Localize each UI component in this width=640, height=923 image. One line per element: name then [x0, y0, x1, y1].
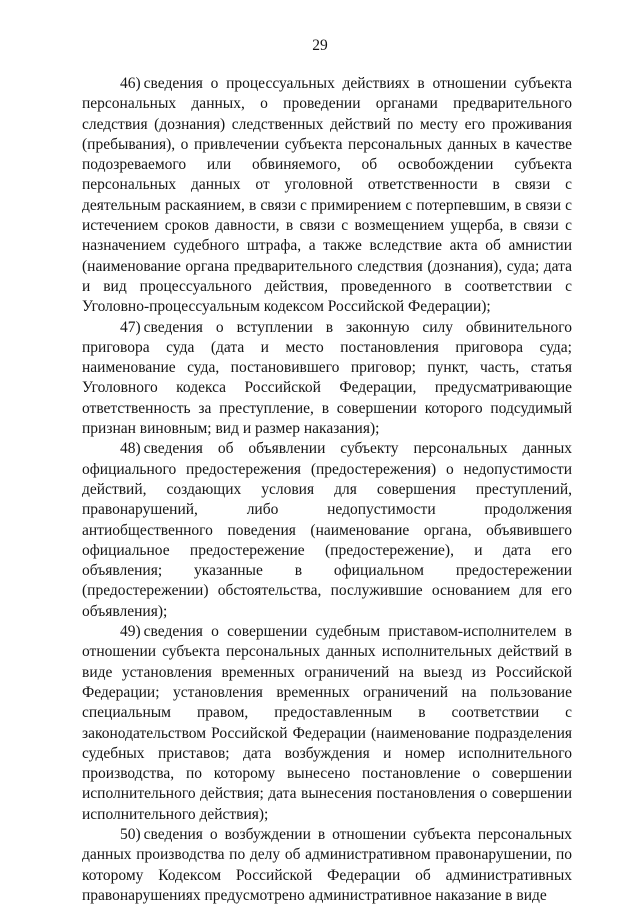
list-item-46: [82, 74, 572, 318]
list-item-47: [82, 318, 572, 440]
item-text: сведения о совершении судебным приставом-исполнителем в отношении субъекта персональных данных исполнительных действий в виде установления временных ограничений на выезд из Российской Федерации; установления временных ограничений на пользование специальным правом, предоставленным в соответствии с законодательством Российской Федерации (наименование подразделения судебных приставов; дата возбуждения и номер исполнительного производства, по которому вынесено постановление о совершении исполнительного действия; дата вынесения постановления о совершении исполнительного действия);: [82, 623, 572, 823]
item-text: сведения о возбуждении в отношении субъекта персональных данных производства по делу об административном правонарушении, по которому Кодексом Российской Федерации об административных правонарушениях предусмотрено административное наказание в виде: [82, 825, 572, 904]
item-text: сведения о процессуальных действиях в отношении субъекта персональных данных, о проведении органами предварительного следствия (дознания) следственных действий по месту его проживания (пребывания), о привлечении субъекта персональных данных в качестве подозреваемого или обвиняемого, об освобождении субъекта персональных данных от уголовной ответственности в связи с деятельным раскаянием, в связи с примирением с потерпевшим, в связи с истечением сроков давности, в связи с возмещением ущерба, в связи с назначением судебного штрафа, а также вследствие акта об амнистии (наименование органа предварительного следствия (дознания), суда; дата и вид процессуального действия, проведенного в соответствии с Уголовно-процессуальным кодексом Российской Федерации);: [82, 75, 572, 316]
page-number: 29: [312, 37, 328, 54]
item-number: 46): [120, 75, 141, 92]
item-number: 47): [120, 318, 141, 336]
list-item-48: [82, 439, 572, 622]
list-item-50: [82, 825, 572, 906]
item-text: сведения о вступлении в законную силу обвинительного приговора суда (дата и место постановления приговора суда; наименование суда, постановившего приговор; пункт, часть, статья Уголовного кодекса Российской Федерации, предусматривающие ответственность за преступление, в совершении которого подсудимый признан виновным; вид и размер наказания);: [82, 318, 572, 438]
item-text: сведения об объявлении субъекту персональных данных официального предостережения (предостережения) о недопустимости действий, создающих условия для совершения преступлений, правонарушений, либо недопустимости продолжения антиобщественного поведения (наименование органа, объявившего официальное предостережение (предостережение), и дата его объявления; указанные в официальном предостережении (предостережении) обстоятельства, послужившие основанием для его объявления);: [82, 440, 572, 620]
item-number: 50): [120, 825, 141, 843]
item-number: 49): [120, 623, 141, 641]
document-body: [82, 74, 572, 906]
list-item-49: [82, 622, 572, 825]
item-number: 48): [120, 440, 141, 458]
